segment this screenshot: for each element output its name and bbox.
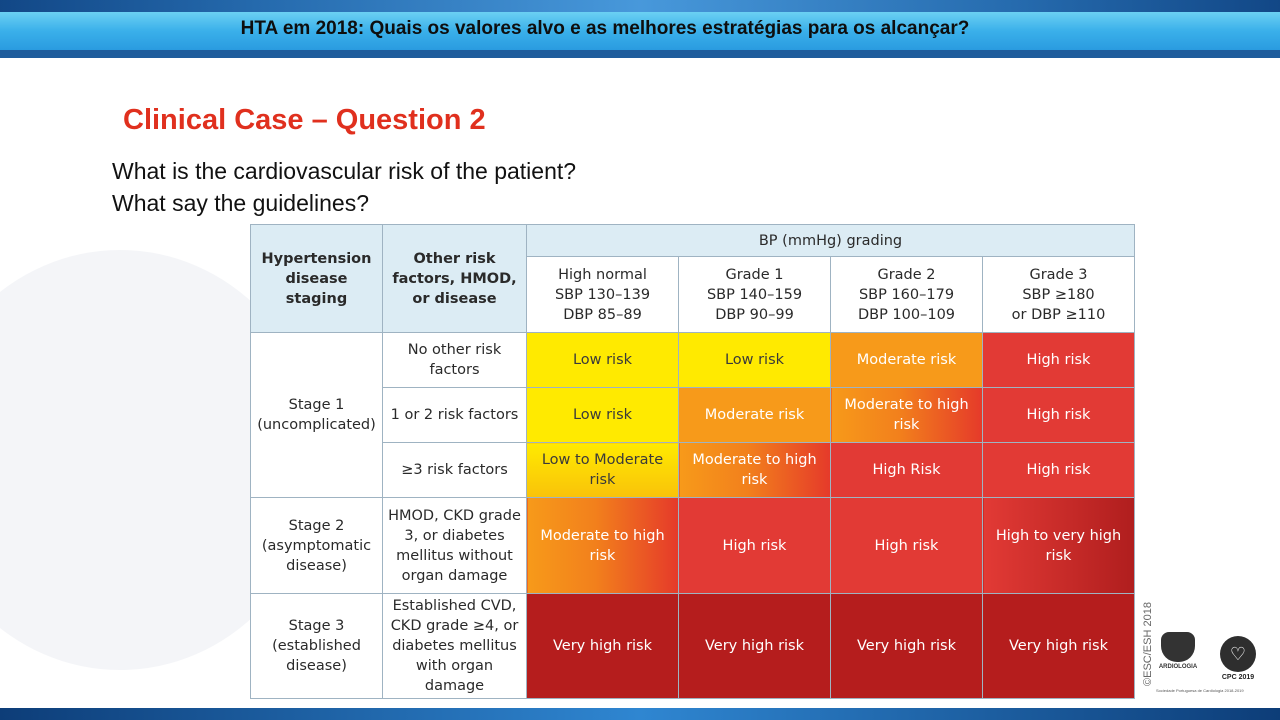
header-decoration xyxy=(0,0,1280,12)
header-title: HTA em 2018: Quais os valores alvo e as melhores estratégias para os alcançar? xyxy=(240,18,970,39)
grade-dbp: DBP 85–89 xyxy=(563,306,642,323)
header-other-factors: Other risk factors, HMOD, or disease xyxy=(383,225,527,333)
risk-cell: Moderate to high risk xyxy=(527,498,679,594)
risk-cell: Very high risk xyxy=(831,594,983,699)
copyright-text: ©ESC/ESH 2018 xyxy=(1142,602,1154,686)
stage-desc: (uncomplicated) xyxy=(257,417,376,433)
grade-sbp: SBP ≥180 xyxy=(1022,286,1095,303)
slide-title: Clinical Case – Question 2 xyxy=(123,104,486,136)
question-2: What say the guidelines? xyxy=(112,190,369,216)
footer-banner xyxy=(0,708,1280,720)
grade-name: Grade 1 xyxy=(725,266,784,283)
stage-name: Stage 2 xyxy=(288,517,345,534)
risk-cell: Moderate to high risk xyxy=(679,443,831,498)
header-staging: Hypertension disease staging xyxy=(251,225,383,333)
grade-1 xyxy=(679,257,831,333)
header-bottom-line xyxy=(0,50,1280,58)
header-banner xyxy=(0,0,1280,58)
risk-cell: Moderate to high risk xyxy=(831,388,983,443)
grade-name: Grade 2 xyxy=(877,266,936,283)
grade-name: High normal xyxy=(558,266,647,283)
stage-name: Stage 3 xyxy=(288,618,345,634)
risk-cell: High risk xyxy=(983,443,1135,498)
heart-icon xyxy=(1161,632,1195,662)
risk-cell: Moderate risk xyxy=(831,333,983,388)
risk-cell: Very high risk xyxy=(679,594,831,699)
grade-dbp: DBP 100–109 xyxy=(857,306,956,323)
factor-label: No other risk factors xyxy=(383,333,527,388)
question-1: What is the cardiovascular risk of the patient? xyxy=(112,158,577,184)
grade-name: Grade 3 xyxy=(1029,266,1088,283)
risk-cell: Very high risk xyxy=(527,594,679,699)
risk-table xyxy=(250,224,1135,699)
stage-3-label xyxy=(251,594,383,699)
heart-circle-icon: ♡ xyxy=(1220,636,1256,672)
factor-label: Established CVD, CKD grade ≥4, or diabetes mellitus with organ damage xyxy=(383,594,527,699)
grade-3 xyxy=(983,257,1135,333)
grade-sbp: SBP 130–139 xyxy=(554,286,651,303)
stage-name: Stage 1 xyxy=(288,397,345,413)
risk-cell: High risk xyxy=(983,333,1135,388)
footnote: Sociedade Portuguesa de Cardiologia 2018-2019 xyxy=(1156,688,1244,693)
risk-cell: High to very high risk xyxy=(983,498,1135,594)
risk-cell: High risk xyxy=(831,498,983,594)
risk-cell: Low risk xyxy=(527,333,679,388)
copyright-note xyxy=(1136,600,1154,696)
header-bp-grading: BP (mmHg) grading xyxy=(527,225,1135,257)
factor-label: HMOD, CKD grade 3, or diabetes mellitus without organ damage xyxy=(383,498,527,594)
stage-desc: (established disease) xyxy=(272,638,361,674)
risk-cell: Very high risk xyxy=(983,594,1135,699)
grade-sbp: SBP 160–179 xyxy=(858,286,955,303)
cpc-logo-text: CPC 2019 xyxy=(1221,674,1255,681)
risk-cell: Low risk xyxy=(679,333,831,388)
stage-1-label xyxy=(251,333,383,498)
factor-label: 1 or 2 risk factors xyxy=(383,388,527,443)
spc-logo xyxy=(1156,632,1200,690)
grade-2 xyxy=(831,257,983,333)
spc-logo-text: ARDIOLOGIA xyxy=(1158,664,1198,670)
stage-desc: (asymptomatic disease) xyxy=(261,537,372,574)
risk-cell: Moderate risk xyxy=(679,388,831,443)
grade-sbp: SBP 140–159 xyxy=(706,286,803,303)
risk-cell: High risk xyxy=(679,498,831,594)
risk-cell: Low to Moderate risk xyxy=(527,443,679,498)
risk-cell: High risk xyxy=(983,388,1135,443)
stage-2-label xyxy=(251,498,383,594)
risk-cell: High Risk xyxy=(831,443,983,498)
cpc-logo xyxy=(1212,636,1264,688)
grade-dbp: or DBP ≥110 xyxy=(1011,306,1106,323)
risk-cell: Low risk xyxy=(527,388,679,443)
factor-label: ≥3 risk factors xyxy=(383,443,527,498)
grade-high-normal xyxy=(527,257,679,333)
grade-dbp: DBP 90–99 xyxy=(715,306,794,323)
